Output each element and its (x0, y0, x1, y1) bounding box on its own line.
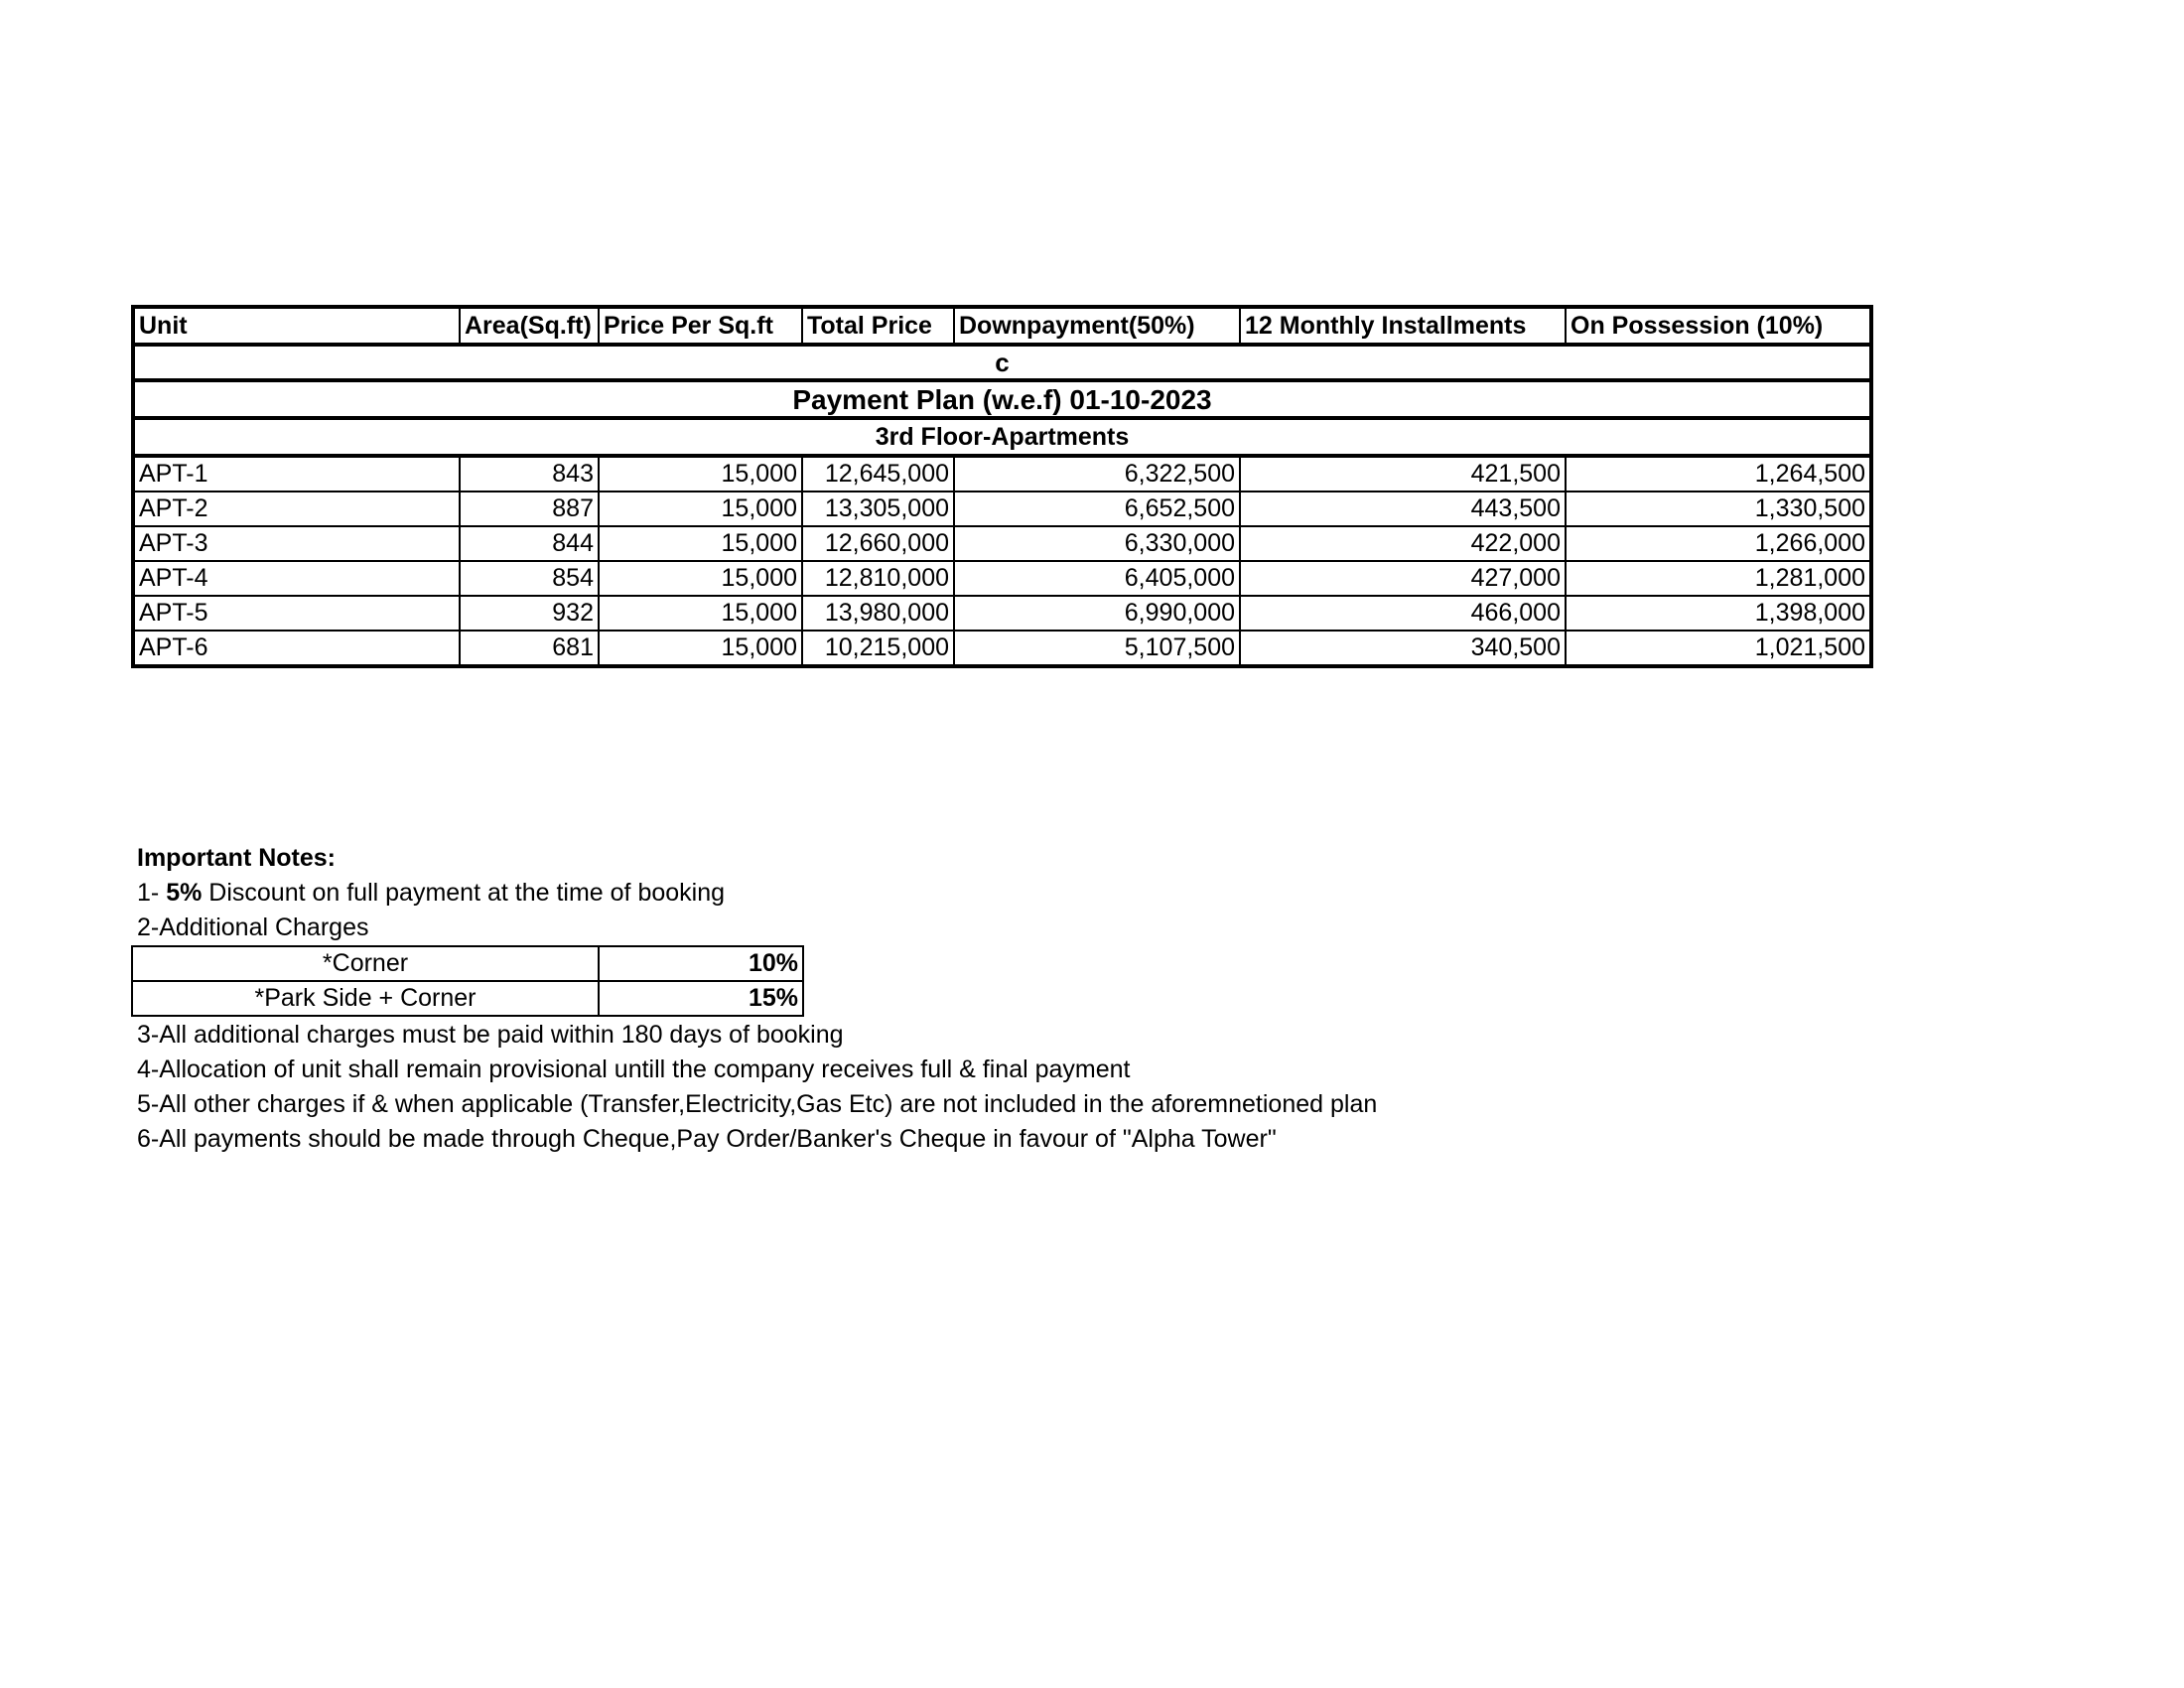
cell-area: 887 (460, 492, 599, 526)
cell-possession: 1,264,500 (1566, 456, 1871, 492)
column-header-unit: Unit (133, 307, 460, 345)
column-header-installments: 12 Monthly Installments (1240, 307, 1566, 345)
charge-percent: 15% (599, 981, 803, 1016)
cell-total-price: 12,645,000 (802, 456, 954, 492)
cell-area: 843 (460, 456, 599, 492)
cell-installment: 466,000 (1240, 596, 1566, 631)
cell-possession: 1,330,500 (1566, 492, 1871, 526)
cell-total-price: 12,810,000 (802, 561, 954, 596)
charge-percent: 10% (599, 946, 803, 981)
cell-unit: APT-3 (133, 526, 460, 561)
note-1-discount: 5% (166, 879, 203, 907)
table-row (133, 526, 1871, 561)
cell-possession: 1,398,000 (1566, 596, 1871, 631)
table-subtitle-row (133, 418, 1871, 456)
cell-unit: APT-2 (133, 492, 460, 526)
floor-subtitle: 3rd Floor-Apartments (133, 418, 1871, 456)
charge-label: *Corner (132, 946, 599, 981)
table-row (133, 456, 1871, 492)
cell-downpayment: 5,107,500 (954, 631, 1240, 666)
cell-downpayment: 6,990,000 (954, 596, 1240, 631)
table-row (133, 561, 1871, 596)
note-2: 2-Additional Charges (137, 914, 369, 941)
cell-installment: 422,000 (1240, 526, 1566, 561)
cell-installment: 340,500 (1240, 631, 1566, 666)
cell-unit: APT-5 (133, 596, 460, 631)
cell-downpayment: 6,322,500 (954, 456, 1240, 492)
cell-area: 681 (460, 631, 599, 666)
charge-row (132, 946, 803, 981)
column-header-area: Area(Sq.ft) (460, 307, 599, 345)
cell-price-per-sqft: 15,000 (599, 456, 802, 492)
table-header-row-c (133, 345, 1871, 380)
table-caption-c: c (133, 345, 1871, 380)
cell-area: 932 (460, 596, 599, 631)
table-title-row (133, 380, 1871, 418)
cell-installment: 421,500 (1240, 456, 1566, 492)
cell-possession: 1,266,000 (1566, 526, 1871, 561)
cell-total-price: 12,660,000 (802, 526, 954, 561)
cell-price-per-sqft: 15,000 (599, 526, 802, 561)
cell-possession: 1,281,000 (1566, 561, 1871, 596)
note-1-text: Discount on full payment at the time of booking (202, 879, 726, 907)
page-title: Payment Plan (w.e.f) 01-10-2023 (133, 380, 1871, 418)
column-header-price-per-sqft: Price Per Sq.ft (599, 307, 802, 345)
charge-label: *Park Side + Corner (132, 981, 599, 1016)
column-header-total-price: Total Price (802, 307, 954, 345)
cell-price-per-sqft: 15,000 (599, 561, 802, 596)
cell-downpayment: 6,652,500 (954, 492, 1240, 526)
charge-row (132, 981, 803, 1016)
cell-unit: APT-6 (133, 631, 460, 666)
note-6: 6-All payments should be made through Cheque,Pay Order/Banker's Cheque in favour of "Alpha Tower" (137, 1125, 1277, 1153)
notes-continued (137, 1018, 1377, 1157)
table-row (133, 492, 1871, 526)
table-row (133, 631, 1871, 666)
cell-price-per-sqft: 15,000 (599, 596, 802, 631)
cell-area: 854 (460, 561, 599, 596)
cell-installment: 427,000 (1240, 561, 1566, 596)
cell-possession: 1,021,500 (1566, 631, 1871, 666)
column-header-downpayment: Downpayment(50%) (954, 307, 1240, 345)
note-1-prefix: 1- (137, 879, 167, 907)
cell-total-price: 13,305,000 (802, 492, 954, 526)
cell-downpayment: 6,330,000 (954, 526, 1240, 561)
additional-charges-table (131, 945, 804, 1017)
table-row (133, 596, 1871, 631)
note-1 (137, 876, 725, 911)
cell-unit: APT-1 (133, 456, 460, 492)
cell-price-per-sqft: 15,000 (599, 492, 802, 526)
note-4: 4-Allocation of unit shall remain provisional untill the company receives full & final payment (137, 1055, 1131, 1083)
cell-downpayment: 6,405,000 (954, 561, 1240, 596)
cell-price-per-sqft: 15,000 (599, 631, 802, 666)
important-notes (137, 841, 725, 945)
cell-area: 844 (460, 526, 599, 561)
note-3: 3-All additional charges must be paid within 180 days of booking (137, 1021, 844, 1049)
note-5: 5-All other charges if & when applicable (Transfer,Electricity,Gas Etc) are not included in the aforemnetioned plan (137, 1090, 1378, 1118)
column-header-row (133, 307, 1871, 345)
payment-plan-table (131, 305, 1873, 668)
cell-total-price: 10,215,000 (802, 631, 954, 666)
cell-total-price: 13,980,000 (802, 596, 954, 631)
cell-unit: APT-4 (133, 561, 460, 596)
notes-heading: Important Notes: (137, 844, 336, 872)
cell-installment: 443,500 (1240, 492, 1566, 526)
column-header-possession: On Possession (10%) (1566, 307, 1871, 345)
